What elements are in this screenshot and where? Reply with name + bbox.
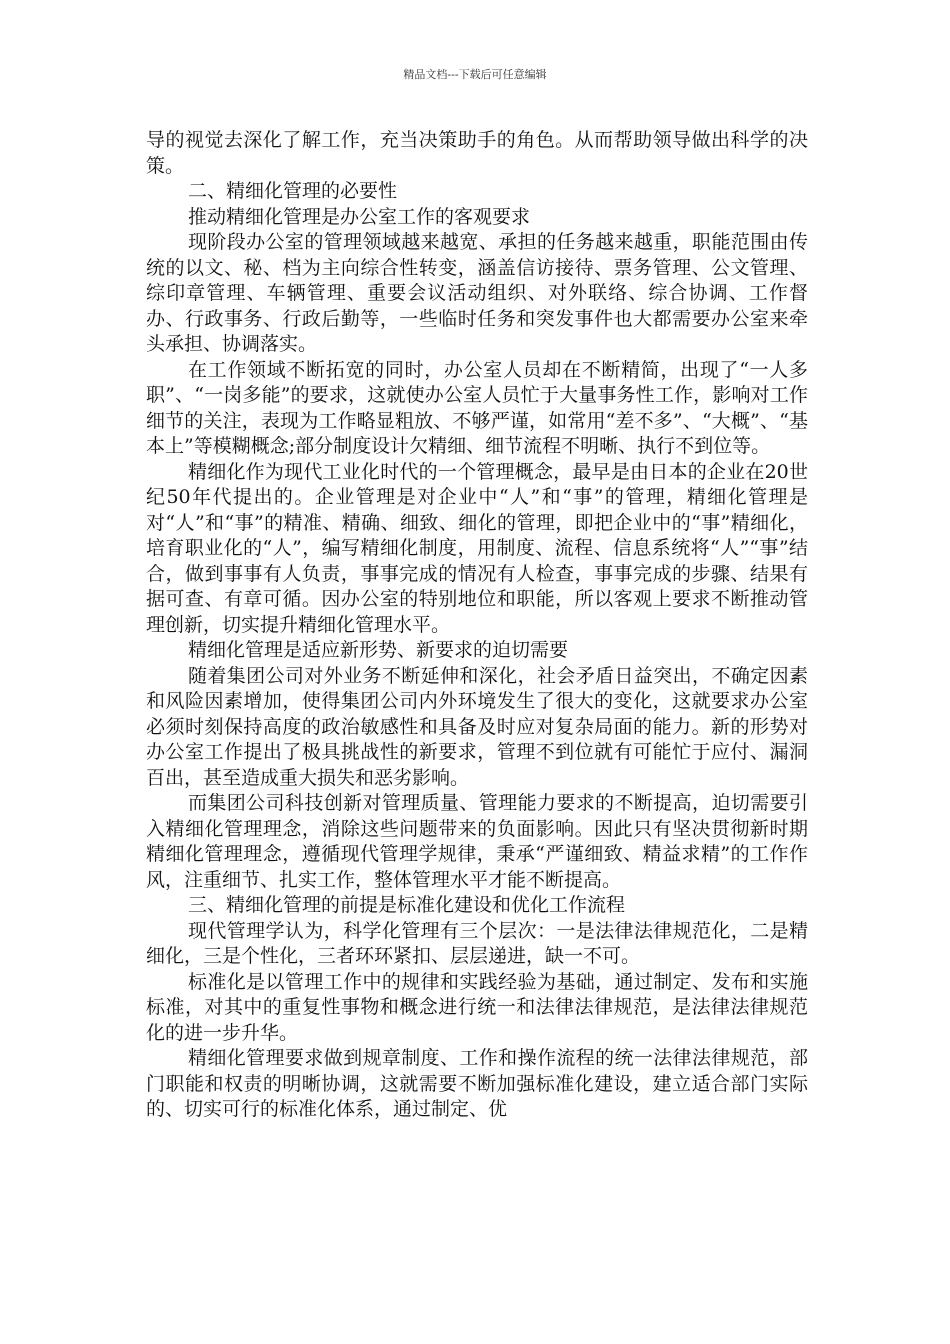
paragraph: 现代管理学认为，科学化管理有三个层次：一是法律法律规范化，二是精细化，三是个性化，三者环环紧扣、层层递进，缺一不可。 [146, 919, 808, 967]
subheading: 精细化管理是适应新形势、新要求的迫切需要 [188, 639, 569, 661]
paragraph: 精细化管理要求做到规章制度、工作和操作流程的统一法律法律规范，部门职能和权责的明晰协调，这就需要不断加强标准化建设，建立适合部门实际的、切实可行的标准化体系，通过制定、优 [146, 1047, 808, 1120]
section-heading: 二、精细化管理的必要性 [188, 180, 398, 202]
paragraph: 导的视觉去深化了解工作，充当决策助手的角色。从而帮助领导做出科学的决策。 [146, 129, 808, 177]
document-body [146, 128, 808, 1123]
subheading: 推动精细化管理是办公室工作的客观要求 [188, 205, 531, 228]
paragraph: 随着集团公司对外业务不断延伸和深化，社会矛盾日益突出，不确定因素和风险因素增加，使得集团公司内外环境发生了很大的变化，这就要求办公室必须时刻保持高度的政治敏感性和具备及时应对复杂局面的能力。新的形势对办公室工作提出了极具挑战性的新要求，管理不到位就有可能忙于应付、漏洞百出，甚至造成重大损失和恶劣影响。 [146, 664, 808, 789]
paragraph: 而集团公司科技创新对管理质量、管理能力要求的不断提高，迫切需要引入精细化管理理念，消除这些问题带来的负面影响。因此只有坚决贯彻新时期精细化管理理念，遵循现代管理学规律，秉承“严谨细致、精益求精”的工作作风，注重细节、扎实工作，整体管理水平才能不断提高。 [146, 792, 808, 891]
paragraph: 在工作领域不断拓宽的同时，办公室人员却在不断精简，出现了“一人多职”、“一岗多能”的要求，这就使办公室人员忙于大量事务性工作，影响对工作细节的关注，表现为工作略显粗放、不够严谨，如常用“差不多”、“大概”、“基本上”等模糊概念;部分制度设计欠精细、细节流程不明晰、执行不到位等。 [146, 358, 808, 457]
paragraph: 精细化作为现代工业化时代的一个管理概念，最早是由日本的企业在20世纪50年代提出的。企业管理是对企业中“人”和“事”的管理，精细化管理是对“人”和“事”的精准、精确、细致、细化的管理，即把企业中的“事”精细化，培育职业化的“人”，编写精细化制度，用制度、流程、信息系统将“人”“事”结合，做到事事有人负责，事事完成的情况有人检查，事事完成的步骤、结果有据可查、有章可循。因办公室的特别地位和职能，所以客观上要求不断推动管理创新，切实提升精细化管理水平。 [146, 460, 808, 636]
section-heading: 三、精细化管理的前提是标准化建设和优化工作流程 [188, 894, 626, 916]
page-header: 精品文档---下载后可任意编辑 [403, 68, 547, 81]
paragraph: 标准化是以管理工作中的规律和实践经验为基础，通过制定、发布和实施标准，对其中的重复性事物和概念进行统一和法律法律规范，是法律法律规范化的进一步升华。 [146, 970, 808, 1044]
paragraph: 现阶段办公室的管理领域越来越宽、承担的任务越来越重，职能范围由传统的以文、秘、档为主向综合性转变，涵盖信访接待、票务管理、公文管理、综印章管理、车辆管理、重要会议活动组织、对外联络、综合协调、工作督办、行政事务、行政后勤等，一些临时任务和突发事件也大都需要办公室来牵头承担、协调落实。 [146, 231, 808, 355]
